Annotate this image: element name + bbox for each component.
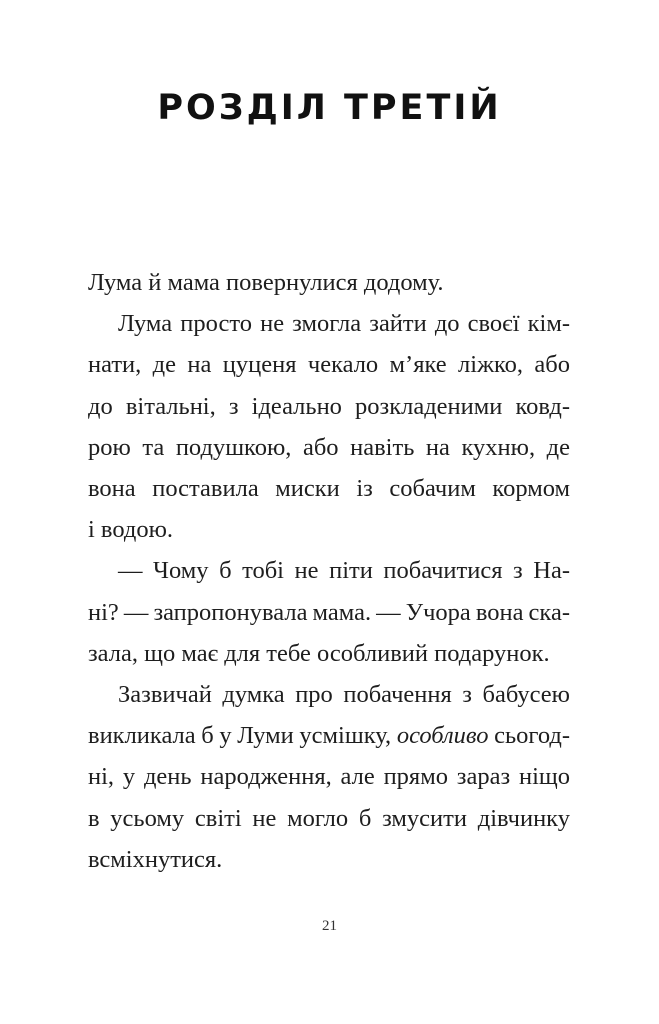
text-line: рою та подушкою, або навіть на кухню, де xyxy=(88,433,570,461)
paragraph-1 xyxy=(88,262,570,303)
text-line: ні, у день народження, але прямо зараз ніщо xyxy=(88,763,570,791)
text-line: зала, що має для тебе особливий подарунок. xyxy=(88,639,550,667)
chapter-title: РОЗДІЛ ТРЕТІЙ xyxy=(157,88,502,128)
chapter-body xyxy=(88,262,570,880)
text-line: — Чому б тобі не піти побачитися з На- xyxy=(118,557,570,585)
paragraph-2 xyxy=(88,303,570,550)
text-line: всміхнутися. xyxy=(88,845,223,873)
text-line: і водою. xyxy=(88,516,174,544)
text-segment: сьогод- xyxy=(494,722,570,750)
paragraph-4 xyxy=(88,674,570,880)
text-line: Лума й мама повернулися додому. xyxy=(88,269,444,296)
text-line: Лума просто не змогла зайти до своєї кім- xyxy=(118,310,570,338)
text-line: до вітальні, з ідеально розкладеними ковд- xyxy=(88,392,570,420)
text-line: вона поставила миски із собачим кормом xyxy=(88,475,570,503)
text-line: нати, де на цуценя чекало м’яке ліжко, або xyxy=(88,351,570,379)
text-line-with-emphasis xyxy=(88,715,570,756)
emphasis-text: особливо xyxy=(396,722,489,750)
page-number: 21 xyxy=(322,918,337,934)
text-line: ні? — запропонувала мама. — Учора вона ска- xyxy=(88,598,570,626)
text-segment: викликала б у Луми усмішку, xyxy=(88,722,392,750)
text-line: Зазвичай думка про побачення з бабусею xyxy=(118,681,570,709)
text-line: в усьому світі не могло б змусити дівчинку xyxy=(88,804,570,832)
paragraph-3 xyxy=(88,550,570,674)
